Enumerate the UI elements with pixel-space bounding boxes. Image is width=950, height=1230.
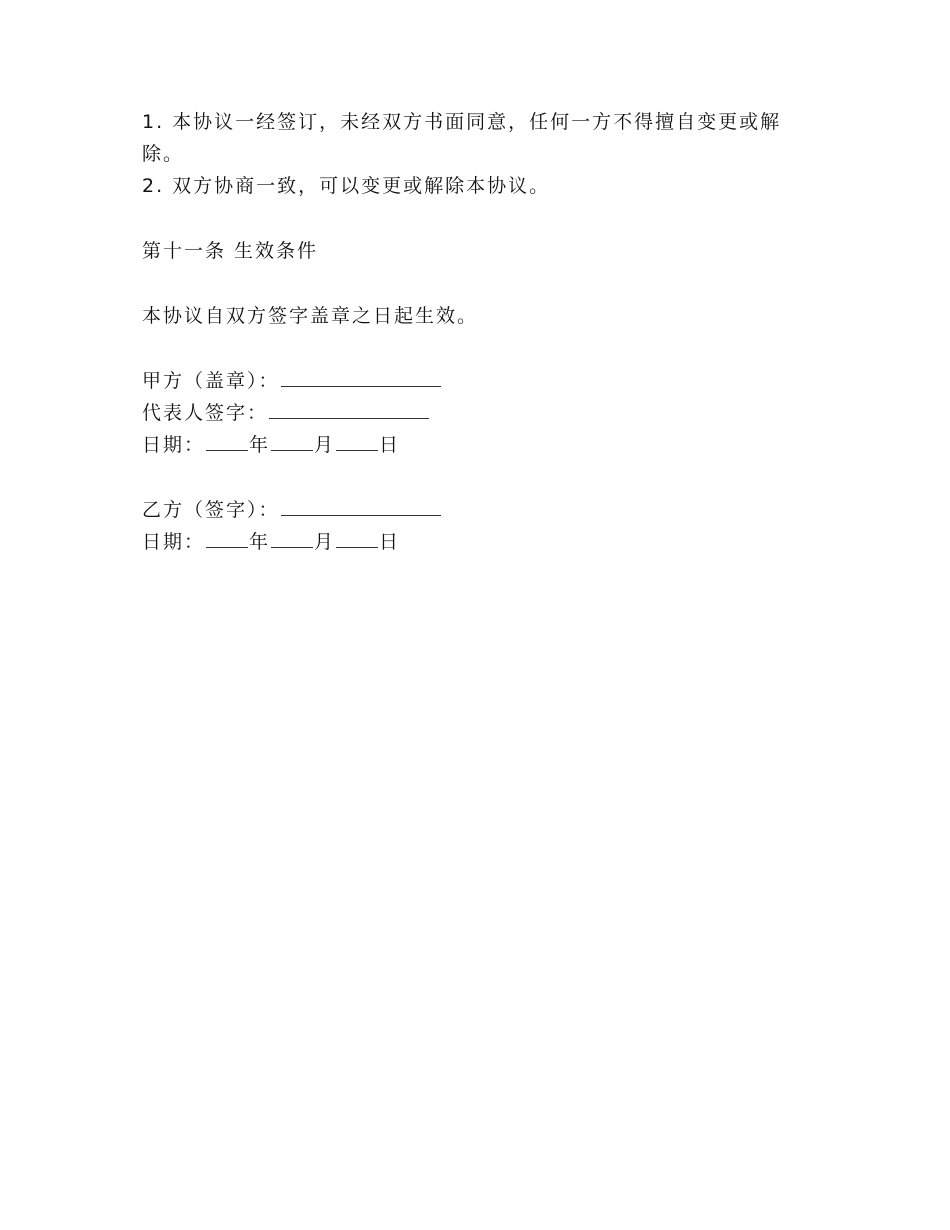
party-a-seal-blank[interactable] xyxy=(281,366,441,387)
spacer xyxy=(142,461,822,494)
party-a-seal-line xyxy=(142,365,822,397)
party-a-signature-block xyxy=(142,365,822,461)
clause-item-1: 1. 本协议一经签订，未经双方书面同意，任何一方不得擅自变更或解除。 xyxy=(142,111,782,165)
spacer xyxy=(142,267,822,300)
party-a-date-label: 日期： xyxy=(142,434,206,456)
document-body xyxy=(142,106,822,558)
party-a-month-label: 月 xyxy=(314,434,336,456)
party-a-seal-label: 甲方（盖章）： xyxy=(142,370,280,392)
party-a-year-label: 年 xyxy=(249,434,271,456)
party-a-day-label: 日 xyxy=(379,434,401,456)
article-11-heading: 第十一条 生效条件 xyxy=(142,240,319,262)
party-b-signature-block xyxy=(142,494,822,558)
party-a-date-line xyxy=(142,429,822,461)
spacer xyxy=(142,332,822,365)
party-b-day-label: 日 xyxy=(379,531,401,553)
party-a-month-blank[interactable] xyxy=(271,430,313,451)
party-b-sign-line xyxy=(142,494,822,526)
party-b-month-blank[interactable] xyxy=(271,527,313,548)
party-b-year-label: 年 xyxy=(249,531,271,553)
clause-item-2: 2. 双方协商一致，可以变更或解除本协议。 xyxy=(142,175,551,197)
party-a-rep-blank[interactable] xyxy=(269,398,429,419)
party-b-month-label: 月 xyxy=(314,531,336,553)
party-a-day-blank[interactable] xyxy=(336,430,378,451)
party-b-date-line xyxy=(142,526,822,558)
party-a-rep-label: 代表人签字： xyxy=(142,402,269,424)
spacer xyxy=(142,202,822,235)
party-b-sign-label: 乙方（签字）： xyxy=(142,499,280,521)
article-11-body: 本协议自双方签字盖章之日起生效。 xyxy=(142,305,479,327)
party-b-sign-blank[interactable] xyxy=(281,495,441,516)
party-a-year-blank[interactable] xyxy=(206,430,248,451)
party-b-date-label: 日期： xyxy=(142,531,206,553)
party-b-day-blank[interactable] xyxy=(336,527,378,548)
party-a-rep-line xyxy=(142,397,822,429)
party-b-year-blank[interactable] xyxy=(206,527,248,548)
